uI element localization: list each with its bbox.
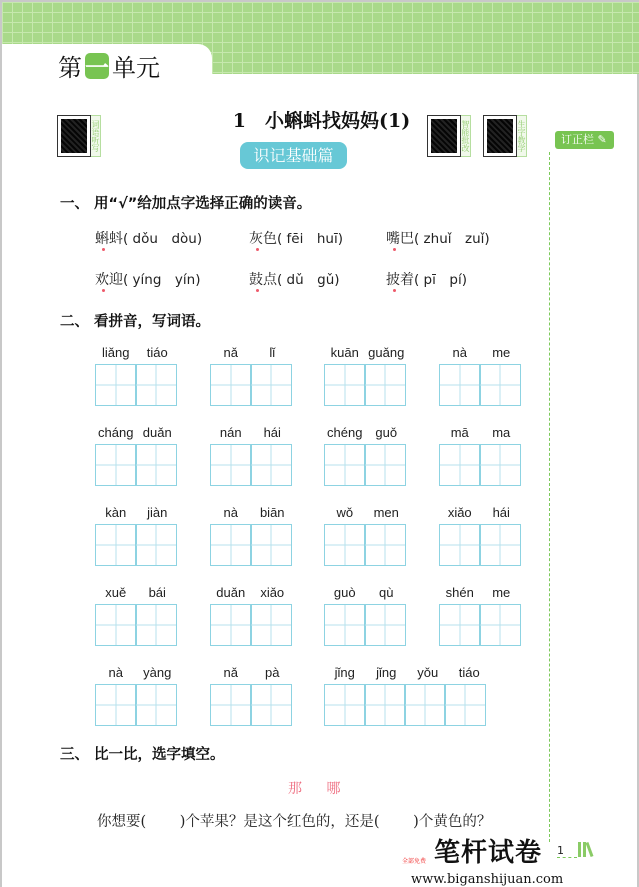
section-3-heading: 三、 比一比，选字填空。: [60, 747, 225, 763]
word-pinyin: [439, 425, 522, 441]
writing-cell[interactable]: [364, 604, 406, 646]
pinyin-syllable: tiáo: [458, 665, 480, 680]
pronunciation-choice[interactable]: [249, 227, 343, 248]
pinyin-syllable: nà: [452, 345, 467, 360]
writing-grid[interactable]: [324, 684, 484, 726]
writing-cell[interactable]: [439, 364, 481, 406]
compare-characters: 那 哪: [288, 781, 341, 797]
writing-cell[interactable]: [250, 444, 292, 486]
writing-cell[interactable]: [439, 604, 481, 646]
emphasis-dot: [256, 248, 259, 251]
pinyin-syllable: ma: [492, 425, 511, 440]
pronunciation-choice[interactable]: [386, 227, 490, 248]
word-pinyin: [324, 665, 490, 681]
word-pinyin: [95, 345, 178, 361]
watermark-title: 笔杆试卷: [434, 838, 543, 868]
writing-cell[interactable]: [95, 684, 137, 726]
pinyin-syllable: nǎ: [223, 345, 238, 360]
writing-grid[interactable]: [439, 444, 519, 486]
writing-grid[interactable]: [324, 444, 404, 486]
qr-label: 智能批改: [461, 120, 470, 152]
pinyin-syllable: duǎn: [142, 425, 172, 440]
pinyin-syllable: lǐ: [269, 345, 276, 360]
writing-grid[interactable]: [210, 364, 290, 406]
writing-cell[interactable]: [135, 684, 177, 726]
pinyin-syllable: chéng: [327, 425, 363, 440]
unit-prefix: 第: [58, 54, 82, 82]
pinyin-syllable: men: [373, 505, 399, 520]
pinyin-syllable: kàn: [105, 505, 127, 520]
word-pinyin: [95, 505, 178, 521]
unit-suffix: 单元: [112, 54, 160, 82]
writing-grid[interactable]: [95, 684, 175, 726]
writing-cell[interactable]: [135, 444, 177, 486]
section-2-heading: 二、 看拼音，写词语。: [60, 314, 211, 330]
word-pinyin: [95, 425, 178, 441]
emphasis-dot: [393, 248, 396, 251]
qr-label: 生字教学: [517, 120, 526, 152]
pronunciation-choice[interactable]: [249, 268, 340, 289]
writing-cell[interactable]: [439, 444, 481, 486]
pinyin-syllable: tiáo: [146, 345, 168, 360]
writing-cell[interactable]: [404, 684, 446, 726]
word-pinyin: [95, 665, 178, 681]
qr-label: 词语听写: [91, 120, 100, 152]
writing-cell[interactable]: [135, 604, 177, 646]
pinyin-syllable: hái: [492, 505, 510, 520]
word-pinyin: [324, 345, 407, 361]
writing-grid[interactable]: [324, 604, 404, 646]
pinyin-syllable: biān: [259, 505, 285, 520]
pinyin-syllable: me: [492, 345, 511, 360]
pinyin-syllable: me: [492, 585, 511, 600]
writing-cell[interactable]: [250, 684, 292, 726]
choice-word: 蝌蚪: [95, 231, 123, 247]
writing-grid[interactable]: [95, 444, 175, 486]
pinyin-syllable: nà: [223, 505, 238, 520]
pronunciation-choice[interactable]: [386, 268, 467, 289]
choice-word: 嘴巴: [386, 231, 414, 247]
writing-cell[interactable]: [210, 364, 252, 406]
pinyin-syllable: cháng: [98, 425, 134, 440]
writing-cell[interactable]: [250, 524, 292, 566]
writing-grid[interactable]: [210, 684, 290, 726]
pinyin-syllable: guǎng: [368, 345, 405, 360]
pinyin-syllable: jǐng: [376, 665, 397, 680]
pinyin-syllable: guǒ: [375, 425, 398, 440]
word-pinyin: [210, 665, 293, 681]
choice-pinyin[interactable]: ( fēi huī): [277, 231, 343, 247]
word-pinyin: [439, 585, 522, 601]
writing-cell[interactable]: [364, 524, 406, 566]
writing-grid[interactable]: [439, 524, 519, 566]
pinyin-syllable: xuě: [105, 585, 127, 600]
pinyin-syllable: jiàn: [147, 505, 168, 520]
pinyin-syllable: bái: [148, 585, 166, 600]
pronunciation-choice[interactable]: [95, 268, 201, 289]
pinyin-syllable: nán: [219, 425, 242, 440]
writing-cell[interactable]: [210, 524, 252, 566]
word-pinyin: [324, 585, 407, 601]
pronunciation-choice[interactable]: [95, 227, 202, 248]
writing-cell[interactable]: [95, 364, 137, 406]
writing-grid[interactable]: [210, 444, 290, 486]
writing-grid[interactable]: [439, 364, 519, 406]
choice-pinyin[interactable]: ( yíng yín): [123, 272, 201, 288]
pinyin-syllable: jǐng: [334, 665, 355, 680]
writing-cell[interactable]: [210, 444, 252, 486]
emphasis-dot: [102, 289, 105, 292]
choice-pinyin[interactable]: ( pī pí): [414, 272, 467, 288]
choice-word: 欢迎: [95, 272, 123, 288]
writing-cell[interactable]: [95, 444, 137, 486]
writing-cell[interactable]: [210, 604, 252, 646]
writing-cell[interactable]: [135, 524, 177, 566]
lesson-title: 1 小蝌蚪找妈妈(1): [232, 110, 411, 132]
word-pinyin: [210, 505, 293, 521]
fill-sentence: 你想要( )个苹果？是这个红色的，还是( )个黄色的？: [97, 814, 492, 830]
correction-divider: [549, 152, 550, 842]
pinyin-syllable: duǎn: [216, 585, 246, 600]
watermark-url: www.biganshijuan.com: [411, 872, 564, 887]
pinyin-syllable: guò: [333, 585, 356, 600]
pinyin-syllable: yǒu: [417, 665, 439, 680]
pinyin-syllable: hái: [263, 425, 281, 440]
writing-cell[interactable]: [479, 524, 521, 566]
word-pinyin: [439, 345, 522, 361]
writing-cell[interactable]: [364, 444, 406, 486]
word-pinyin: [324, 425, 407, 441]
correction-text: 订正栏: [561, 133, 594, 146]
pinyin-syllable: mā: [450, 425, 469, 440]
writing-cell[interactable]: [439, 524, 481, 566]
writing-grid[interactable]: [324, 524, 404, 566]
writing-grid[interactable]: [210, 524, 290, 566]
writing-cell[interactable]: [324, 444, 366, 486]
unit-heading: [58, 48, 160, 83]
writing-cell[interactable]: [324, 604, 366, 646]
writing-cell[interactable]: [324, 364, 366, 406]
pinyin-syllable: xiǎo: [260, 585, 285, 600]
word-pinyin: [324, 505, 407, 521]
writing-cell[interactable]: [364, 364, 406, 406]
books-icon: [578, 842, 591, 857]
emphasis-dot: [393, 289, 396, 292]
pinyin-syllable: nà: [108, 665, 123, 680]
unit-number: 一: [85, 54, 109, 82]
choice-word: 披着: [386, 272, 414, 288]
writing-cell[interactable]: [444, 684, 486, 726]
word-pinyin: [95, 585, 178, 601]
emphasis-dot: [102, 248, 105, 251]
word-pinyin: [210, 585, 293, 601]
pinyin-syllable: yàng: [143, 665, 172, 680]
writing-grid[interactable]: [95, 364, 175, 406]
section-1-heading: 一、 用“√”给加点字选择正确的读音。: [60, 196, 312, 212]
section-badge: 识记基础篇: [240, 142, 347, 169]
writing-cell[interactable]: [250, 604, 292, 646]
choice-pinyin[interactable]: ( zhuǐ zuǐ): [414, 231, 490, 247]
choice-pinyin[interactable]: ( dǔ gǔ): [277, 272, 340, 288]
choice-word: 鼓点: [249, 272, 277, 288]
writing-grid[interactable]: [439, 604, 519, 646]
choice-word: 灰色: [249, 231, 277, 247]
word-pinyin: [210, 425, 293, 441]
word-pinyin: [210, 345, 293, 361]
pinyin-syllable: pà: [265, 665, 280, 680]
pinyin-syllable: liǎng: [102, 345, 130, 360]
page-number: 1: [557, 844, 577, 858]
writing-cell[interactable]: [95, 604, 137, 646]
pinyin-syllable: xiǎo: [447, 505, 472, 520]
choice-pinyin[interactable]: ( dǒu dòu): [123, 231, 203, 247]
writing-grid[interactable]: [324, 364, 404, 406]
pinyin-syllable: wǒ: [336, 505, 354, 520]
pinyin-syllable: nǎ: [223, 665, 238, 680]
pinyin-syllable: kuān: [330, 345, 359, 360]
writing-grid[interactable]: [95, 524, 175, 566]
writing-cell[interactable]: [479, 364, 521, 406]
writing-cell[interactable]: [135, 364, 177, 406]
pinyin-syllable: shén: [445, 585, 474, 600]
correction-label: [555, 131, 614, 149]
pencil-icon: ✎: [597, 133, 607, 146]
watermark-free: 全部免费: [402, 858, 427, 865]
word-pinyin: [439, 505, 522, 521]
writing-cell[interactable]: [250, 364, 292, 406]
writing-cell[interactable]: [95, 524, 137, 566]
writing-grid[interactable]: [210, 604, 290, 646]
writing-cell[interactable]: [479, 444, 521, 486]
writing-grid[interactable]: [95, 604, 175, 646]
writing-cell[interactable]: [324, 524, 366, 566]
writing-cell[interactable]: [210, 684, 252, 726]
pinyin-syllable: qù: [379, 585, 394, 600]
emphasis-dot: [256, 289, 259, 292]
writing-cell[interactable]: [364, 684, 406, 726]
writing-cell[interactable]: [324, 684, 366, 726]
writing-cell[interactable]: [479, 604, 521, 646]
